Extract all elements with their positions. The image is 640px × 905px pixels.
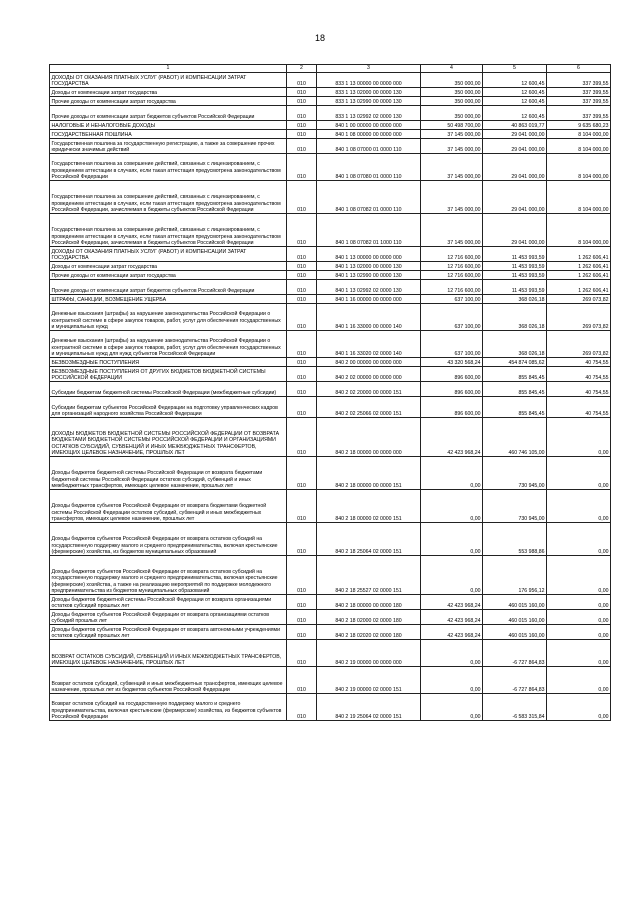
page-number: 18	[314, 33, 325, 43]
row-name-cell: Субсидии бюджетам субъектов Российской Федерации на подготовку управленческих кадров для организаций народного хозяйства Российской Федерации	[50, 397, 287, 418]
table-row	[50, 610, 611, 625]
row-name-cell: Возврат остатков субсидий, субвенций и иных межбюджетных трансфертов, имеющих целевое назначение, прошлых лет из бюджетов субъектов Российской Федерации	[50, 667, 287, 694]
row-line-code-cell: 010	[287, 280, 317, 295]
row-unexecuted-cell: 337 399,55	[547, 88, 611, 97]
row-budget-code-cell: 840 2 18 02020 02 0000 180	[317, 625, 421, 640]
row-line-code-cell: 010	[287, 490, 317, 523]
row-executed-cell: 368 026,18	[483, 331, 547, 358]
row-line-code-cell: 010	[287, 331, 317, 358]
row-executed-cell: 29 041 000,00	[483, 214, 547, 247]
table-row	[50, 556, 611, 595]
row-executed-cell: 460 015 160,00	[483, 595, 547, 610]
row-executed-cell: 454 874 085,62	[483, 358, 547, 367]
row-executed-cell: 460 746 105,00	[483, 418, 547, 457]
row-budget-code-cell: 840 2 02 20000 00 0000 151	[317, 382, 421, 397]
row-unexecuted-cell: 0,00	[547, 523, 611, 556]
row-executed-cell: 730 945,00	[483, 490, 547, 523]
row-name-cell: Доходы от компенсации затрат государства	[50, 262, 287, 271]
row-approved-plan-cell: 896 600,00	[421, 382, 483, 397]
row-executed-cell: 730 945,00	[483, 457, 547, 490]
row-approved-plan-cell: 350 000,00	[421, 106, 483, 121]
row-name-cell: Доходы бюджетов бюджетной системы Российской Федерации от возврата организациями остатков субсидий прошлых лет	[50, 595, 287, 610]
row-approved-plan-cell: 50 498 700,00	[421, 121, 483, 130]
row-budget-code-cell: 840 1 08 07082 01 1000 110	[317, 214, 421, 247]
table-row	[50, 295, 611, 304]
table-row	[50, 154, 611, 181]
row-name-cell: БЕЗВОЗМЕЗДНЫЕ ПОСТУПЛЕНИЯ	[50, 358, 287, 367]
row-name-cell: ШТРАФЫ, САНКЦИИ, ВОЗМЕЩЕНИЕ УЩЕРБА	[50, 295, 287, 304]
row-budget-code-cell: 840 2 19 25064 02 0000 151	[317, 694, 421, 721]
row-budget-code-cell: 840 2 19 00000 00 0000 000	[317, 640, 421, 667]
row-executed-cell: 29 041 000,00	[483, 181, 547, 214]
row-name-cell: Государственная пошлина за государственную регистрацию, а также за совершение прочих юридически значимых действий	[50, 139, 287, 154]
row-name-cell: Прочие доходы от компенсации затрат бюджетов субъектов Российской Федерации	[50, 106, 287, 121]
row-executed-cell: 368 026,18	[483, 295, 547, 304]
row-unexecuted-cell: 269 073,82	[547, 304, 611, 331]
row-line-code-cell: 010	[287, 106, 317, 121]
row-name-cell: ГОСУДАРСТВЕННАЯ ПОШЛИНА	[50, 130, 287, 139]
table-row	[50, 271, 611, 280]
row-name-cell: Доходы бюджетов субъектов Российской Федерации от возврата бюджетами бюджетной системы Российской Федерации остатков субсидий, субвенций и иных межбюджетных трансфертов, имеющих целевое назначение, прошлых лет	[50, 490, 287, 523]
row-unexecuted-cell: 269 073,82	[547, 331, 611, 358]
row-approved-plan-cell: 0,00	[421, 667, 483, 694]
row-name-cell: Возврат остатков субсидий на государственную поддержку малого и среднего предпринимательства, включая крестьянские (фермерские) хозяйства, из бюджетов субъектов Российской Федерации	[50, 694, 287, 721]
row-name-cell: Доходы бюджетов субъектов Российской Федерации от возврата остатков субсидий на государственную поддержку малого и среднего предпринимательства, включая крестьянские (фермерские) хозяйства, а также на реализацию мероприятий по поддержке молодежного предпринимательства из бюджетов муниципальных образований	[50, 556, 287, 595]
row-unexecuted-cell: 40 754,55	[547, 382, 611, 397]
row-budget-code-cell: 840 1 08 07000 01 0000 110	[317, 139, 421, 154]
row-executed-cell: 29 041 000,00	[483, 139, 547, 154]
row-executed-cell: 460 015 160,00	[483, 625, 547, 640]
row-approved-plan-cell: 12 716 600,00	[421, 247, 483, 262]
row-budget-code-cell: 833 1 13 02000 00 0000 130	[317, 88, 421, 97]
row-unexecuted-cell: 0,00	[547, 595, 611, 610]
row-executed-cell: 460 015 160,00	[483, 610, 547, 625]
row-unexecuted-cell: 8 104 000,00	[547, 139, 611, 154]
row-budget-code-cell: 840 1 08 07082 01 0000 110	[317, 181, 421, 214]
row-name-cell: Государственная пошлина за совершение действий, связанных с лицензированием, с проведением аттестации в случаях, если такая аттестация предусмотрена законодательством Российской Федерации, зачисляемая в бюджеты субъектов Российской Федерации	[50, 181, 287, 214]
row-executed-cell: 855 845,45	[483, 397, 547, 418]
row-executed-cell: 29 041 000,00	[483, 130, 547, 139]
row-line-code-cell: 010	[287, 667, 317, 694]
row-executed-cell: 176 956,12	[483, 556, 547, 595]
row-budget-code-cell: 840 1 16 00000 00 0000 000	[317, 295, 421, 304]
row-approved-plan-cell: 350 000,00	[421, 73, 483, 88]
row-name-cell: Доходы бюджетов субъектов Российской Федерации от возврата автономными учреждениями остатков субсидий прошлых лет	[50, 625, 287, 640]
row-approved-plan-cell: 637 100,00	[421, 331, 483, 358]
row-approved-plan-cell: 12 716 600,00	[421, 271, 483, 280]
row-unexecuted-cell: 1 262 606,41	[547, 247, 611, 262]
row-line-code-cell: 010	[287, 121, 317, 130]
row-unexecuted-cell: 269 073,82	[547, 295, 611, 304]
row-line-code-cell: 010	[287, 130, 317, 139]
row-name-cell: ДОХОДЫ ОТ ОКАЗАНИЯ ПЛАТНЫХ УСЛУГ (РАБОТ) И КОМПЕНСАЦИИ ЗАТРАТ ГОСУДАРСТВА	[50, 73, 287, 88]
table-row	[50, 457, 611, 490]
row-unexecuted-cell: 9 635 680,23	[547, 121, 611, 130]
table-header-row	[50, 65, 611, 73]
row-name-cell: Доходы бюджетов субъектов Российской Федерации от возврата остатков субсидий на государственную поддержку малого и среднего предпринимательства, включая крестьянские (фермерские) хозяйства, из бюджетов муниципальных образований	[50, 523, 287, 556]
table-row	[50, 280, 611, 295]
row-unexecuted-cell: 337 399,55	[547, 106, 611, 121]
row-budget-code-cell: 840 2 00 00000 00 0000 000	[317, 358, 421, 367]
row-budget-code-cell: 840 2 18 00000 00 0000 151	[317, 457, 421, 490]
row-name-cell: Доходы бюджетов субъектов Российской Федерации от возврата организациями остатков субсидий прошлых лет	[50, 610, 287, 625]
row-approved-plan-cell: 350 000,00	[421, 97, 483, 106]
row-executed-cell: 11 453 993,59	[483, 262, 547, 271]
row-line-code-cell: 010	[287, 694, 317, 721]
table-row	[50, 667, 611, 694]
row-approved-plan-cell: 37 145 000,00	[421, 181, 483, 214]
row-budget-code-cell: 840 2 18 00000 00 0000 000	[317, 418, 421, 457]
table-row	[50, 418, 611, 457]
row-approved-plan-cell: 43 320 568,24	[421, 358, 483, 367]
row-approved-plan-cell: 637 100,00	[421, 304, 483, 331]
row-line-code-cell: 010	[287, 640, 317, 667]
row-approved-plan-cell: 0,00	[421, 490, 483, 523]
row-name-cell: БЕЗВОЗМЕЗДНЫЕ ПОСТУПЛЕНИЯ ОТ ДРУГИХ БЮДЖЕТОВ БЮДЖЕТНОЙ СИСТЕМЫ РОССИЙСКОЙ ФЕДЕРАЦИИ	[50, 367, 287, 382]
row-budget-code-cell: 840 1 08 07080 01 0000 110	[317, 154, 421, 181]
row-unexecuted-cell: 40 754,55	[547, 367, 611, 382]
row-unexecuted-cell: 0,00	[547, 556, 611, 595]
row-line-code-cell: 010	[287, 625, 317, 640]
row-approved-plan-cell: 42 423 968,24	[421, 418, 483, 457]
row-executed-cell: 11 453 993,59	[483, 280, 547, 295]
row-line-code-cell: 010	[287, 262, 317, 271]
row-budget-code-cell: 833 1 13 02992 02 0000 130	[317, 106, 421, 121]
table-row	[50, 625, 611, 640]
row-name-cell: Государственная пошлина за совершение действий, связанных с лицензированием, с проведением аттестации в случаях, если такая аттестация предусмотрена законодательством Российской Федерации	[50, 154, 287, 181]
row-executed-cell: 11 453 993,59	[483, 247, 547, 262]
row-unexecuted-cell: 0,00	[547, 418, 611, 457]
revenue-table	[49, 64, 611, 721]
row-budget-code-cell: 840 2 18 00000 02 0000 151	[317, 490, 421, 523]
table-row	[50, 214, 611, 247]
row-approved-plan-cell: 42 423 968,24	[421, 625, 483, 640]
row-name-cell: Денежные взыскания (штрафы) за нарушение законодательства Российской Федерации о контрактной системе в сфере закупок товаров, работ, услуг для обеспечения государственных и муниципальных нужд для нужд субъектов Российской Федерации	[50, 331, 287, 358]
row-approved-plan-cell: 896 600,00	[421, 397, 483, 418]
row-unexecuted-cell: 0,00	[547, 625, 611, 640]
row-line-code-cell: 010	[287, 247, 317, 262]
row-line-code-cell: 010	[287, 214, 317, 247]
row-unexecuted-cell: 0,00	[547, 667, 611, 694]
row-executed-cell: 12 600,45	[483, 73, 547, 88]
row-unexecuted-cell: 0,00	[547, 490, 611, 523]
row-unexecuted-cell: 8 104 000,00	[547, 154, 611, 181]
row-executed-cell: 40 863 019,77	[483, 121, 547, 130]
row-line-code-cell: 010	[287, 523, 317, 556]
row-approved-plan-cell: 0,00	[421, 556, 483, 595]
table-row	[50, 382, 611, 397]
row-line-code-cell: 010	[287, 610, 317, 625]
table-row	[50, 262, 611, 271]
row-unexecuted-cell: 1 262 606,41	[547, 271, 611, 280]
row-approved-plan-cell: 350 000,00	[421, 88, 483, 97]
row-unexecuted-cell: 1 262 606,41	[547, 262, 611, 271]
row-line-code-cell: 010	[287, 73, 317, 88]
row-unexecuted-cell: 8 104 000,00	[547, 181, 611, 214]
row-name-cell: Государственная пошлина за совершение действий, связанных с лицензированием, с проведением аттестации в случаях, если такая аттестация предусмотрена законодательством Российской Федерации, зачисляемая в бюджеты субъектов Российской Федерации	[50, 214, 287, 247]
table-row	[50, 397, 611, 418]
row-budget-code-cell: 840 2 18 25527 02 0000 151	[317, 556, 421, 595]
row-name-cell: Доходы бюджетов бюджетной системы Российской Федерации от возврата бюджетами бюджетной системы Российской Федерации остатков субсидий, субвенций и иных межбюджетных трансфертов, имеющих целевое назначение, прошлых лет	[50, 457, 287, 490]
row-executed-cell: 12 600,45	[483, 106, 547, 121]
row-budget-code-cell: 840 1 16 33020 02 0000 140	[317, 331, 421, 358]
row-name-cell: НАЛОГОВЫЕ И НЕНАЛОГОВЫЕ ДОХОДЫ	[50, 121, 287, 130]
row-executed-cell: 29 041 000,00	[483, 154, 547, 181]
table-row	[50, 97, 611, 106]
row-approved-plan-cell: 37 145 000,00	[421, 214, 483, 247]
table-row	[50, 130, 611, 139]
row-budget-code-cell: 840 1 08 00000 00 0000 000	[317, 130, 421, 139]
row-line-code-cell: 010	[287, 358, 317, 367]
row-name-cell: ДОХОДЫ ОТ ОКАЗАНИЯ ПЛАТНЫХ УСЛУГ (РАБОТ) И КОМПЕНСАЦИИ ЗАТРАТ ГОСУДАРСТВА	[50, 247, 287, 262]
row-approved-plan-cell: 42 423 968,24	[421, 595, 483, 610]
row-line-code-cell: 010	[287, 367, 317, 382]
row-budget-code-cell: 840 2 02 00000 00 0000 000	[317, 367, 421, 382]
row-line-code-cell: 010	[287, 295, 317, 304]
table-row	[50, 331, 611, 358]
table-row	[50, 139, 611, 154]
row-unexecuted-cell: 337 399,55	[547, 97, 611, 106]
row-line-code-cell: 010	[287, 139, 317, 154]
row-approved-plan-cell: 0,00	[421, 640, 483, 667]
row-name-cell: ВОЗВРАТ ОСТАТКОВ СУБСИДИЙ, СУБВЕНЦИЙ И ИНЫХ МЕЖБЮДЖЕТНЫХ ТРАНСФЕРТОВ, ИМЕЮЩИХ ЦЕЛЕВОЕ НАЗНАЧЕНИЕ, ПРОШЛЫХ ЛЕТ	[50, 640, 287, 667]
row-line-code-cell: 010	[287, 181, 317, 214]
table-row	[50, 73, 611, 88]
table-row	[50, 181, 611, 214]
row-approved-plan-cell: 0,00	[421, 457, 483, 490]
table-row	[50, 523, 611, 556]
row-budget-code-cell: 833 1 13 00000 00 0000 000	[317, 73, 421, 88]
table-row	[50, 88, 611, 97]
row-executed-cell: 12 600,45	[483, 88, 547, 97]
table-row	[50, 121, 611, 130]
row-executed-cell: 855 845,45	[483, 367, 547, 382]
row-line-code-cell: 010	[287, 88, 317, 97]
row-executed-cell: -6 727 864,83	[483, 667, 547, 694]
row-budget-code-cell: 840 1 13 02992 02 0000 130	[317, 280, 421, 295]
row-unexecuted-cell: 8 104 000,00	[547, 214, 611, 247]
row-name-cell: Субсидии бюджетам бюджетной системы Российской Федерации (межбюджетные субсидии)	[50, 382, 287, 397]
row-budget-code-cell: 840 1 13 02000 00 0000 130	[317, 262, 421, 271]
row-line-code-cell: 010	[287, 304, 317, 331]
row-approved-plan-cell: 37 145 000,00	[421, 154, 483, 181]
row-executed-cell: 855 845,45	[483, 382, 547, 397]
row-budget-code-cell: 840 1 13 00000 00 0000 000	[317, 247, 421, 262]
row-name-cell: Прочие доходы от компенсации затрат бюджетов субъектов Российской Федерации	[50, 280, 287, 295]
table-row	[50, 358, 611, 367]
table-body	[50, 73, 611, 721]
row-approved-plan-cell: 0,00	[421, 694, 483, 721]
row-approved-plan-cell: 896 600,00	[421, 367, 483, 382]
row-line-code-cell: 010	[287, 397, 317, 418]
row-approved-plan-cell: 12 716 600,00	[421, 280, 483, 295]
row-unexecuted-cell: 0,00	[547, 694, 611, 721]
table-row	[50, 694, 611, 721]
row-line-code-cell: 010	[287, 556, 317, 595]
header-col-3: 3	[317, 65, 421, 73]
row-executed-cell: -6 583 315,84	[483, 694, 547, 721]
table-row	[50, 367, 611, 382]
row-budget-code-cell: 840 2 19 00000 02 0000 151	[317, 667, 421, 694]
table-row	[50, 490, 611, 523]
row-approved-plan-cell: 42 423 968,24	[421, 610, 483, 625]
row-budget-code-cell: 840 2 18 25064 02 0000 151	[317, 523, 421, 556]
table-row	[50, 304, 611, 331]
row-line-code-cell: 010	[287, 457, 317, 490]
row-budget-code-cell: 840 2 18 00000 00 0000 180	[317, 595, 421, 610]
row-executed-cell: 553 988,86	[483, 523, 547, 556]
header-col-2: 2	[287, 65, 317, 73]
row-unexecuted-cell: 8 104 000,00	[547, 130, 611, 139]
row-line-code-cell: 010	[287, 595, 317, 610]
row-budget-code-cell: 840 1 00 00000 00 0000 000	[317, 121, 421, 130]
row-executed-cell: 12 600,45	[483, 97, 547, 106]
row-name-cell: Денежные взыскания (штрафы) за нарушение законодательства Российской Федерации о контрактной системе в сфере закупок товаров, работ, услуг для обеспечения государственных и муниципальных нужд	[50, 304, 287, 331]
row-approved-plan-cell: 37 145 000,00	[421, 130, 483, 139]
row-unexecuted-cell: 40 754,55	[547, 397, 611, 418]
table-row	[50, 595, 611, 610]
row-executed-cell: -6 727 864,83	[483, 640, 547, 667]
row-executed-cell: 368 026,18	[483, 304, 547, 331]
row-unexecuted-cell: 0,00	[547, 610, 611, 625]
table-row	[50, 640, 611, 667]
row-executed-cell: 11 453 993,59	[483, 271, 547, 280]
row-budget-code-cell: 840 2 02 25066 02 0000 151	[317, 397, 421, 418]
row-unexecuted-cell: 0,00	[547, 457, 611, 490]
row-name-cell: Прочие доходы от компенсации затрат государства	[50, 271, 287, 280]
header-col-4: 4	[421, 65, 483, 73]
row-unexecuted-cell: 1 262 606,41	[547, 280, 611, 295]
row-approved-plan-cell: 37 145 000,00	[421, 139, 483, 154]
row-approved-plan-cell: 12 716 600,00	[421, 262, 483, 271]
row-approved-plan-cell: 637 100,00	[421, 295, 483, 304]
row-unexecuted-cell: 40 754,55	[547, 358, 611, 367]
row-name-cell: Прочие доходы от компенсации затрат государства	[50, 97, 287, 106]
row-line-code-cell: 010	[287, 97, 317, 106]
row-unexecuted-cell: 337 399,55	[547, 73, 611, 88]
row-budget-code-cell: 840 1 13 02990 00 0000 130	[317, 271, 421, 280]
row-budget-code-cell: 833 1 13 02990 00 0000 130	[317, 97, 421, 106]
header-col-6: 6	[547, 65, 611, 73]
row-line-code-cell: 010	[287, 271, 317, 280]
row-name-cell: ДОХОДЫ БЮДЖЕТОВ БЮДЖЕТНОЙ СИСТЕМЫ РОССИЙСКОЙ ФЕДЕРАЦИИ ОТ ВОЗВРАТА БЮДЖЕТАМИ БЮДЖЕТНОЙ СИСТЕМЫ РОССИЙСКОЙ ФЕДЕРАЦИИ И ОРГАНИЗАЦИЯМИ ОСТАТКОВ СУБСИДИЙ, СУБВЕНЦИЙ И ИНЫХ МЕЖБЮДЖЕТНЫХ ТРАНСФЕРТОВ, ИМЕЮЩИХ ЦЕЛЕВОЕ НАЗНАЧЕНИЕ, ПРОШЛЫХ ЛЕТ	[50, 418, 287, 457]
row-name-cell: Доходы от компенсации затрат государства	[50, 88, 287, 97]
row-approved-plan-cell: 0,00	[421, 523, 483, 556]
header-col-5: 5	[483, 65, 547, 73]
row-budget-code-cell: 840 2 18 02000 02 0000 180	[317, 610, 421, 625]
row-budget-code-cell: 840 1 16 33000 00 0000 140	[317, 304, 421, 331]
row-line-code-cell: 010	[287, 154, 317, 181]
row-line-code-cell: 010	[287, 418, 317, 457]
row-unexecuted-cell: 0,00	[547, 640, 611, 667]
table-row	[50, 106, 611, 121]
table-row	[50, 247, 611, 262]
header-col-1: 1	[50, 65, 287, 73]
row-line-code-cell: 010	[287, 382, 317, 397]
